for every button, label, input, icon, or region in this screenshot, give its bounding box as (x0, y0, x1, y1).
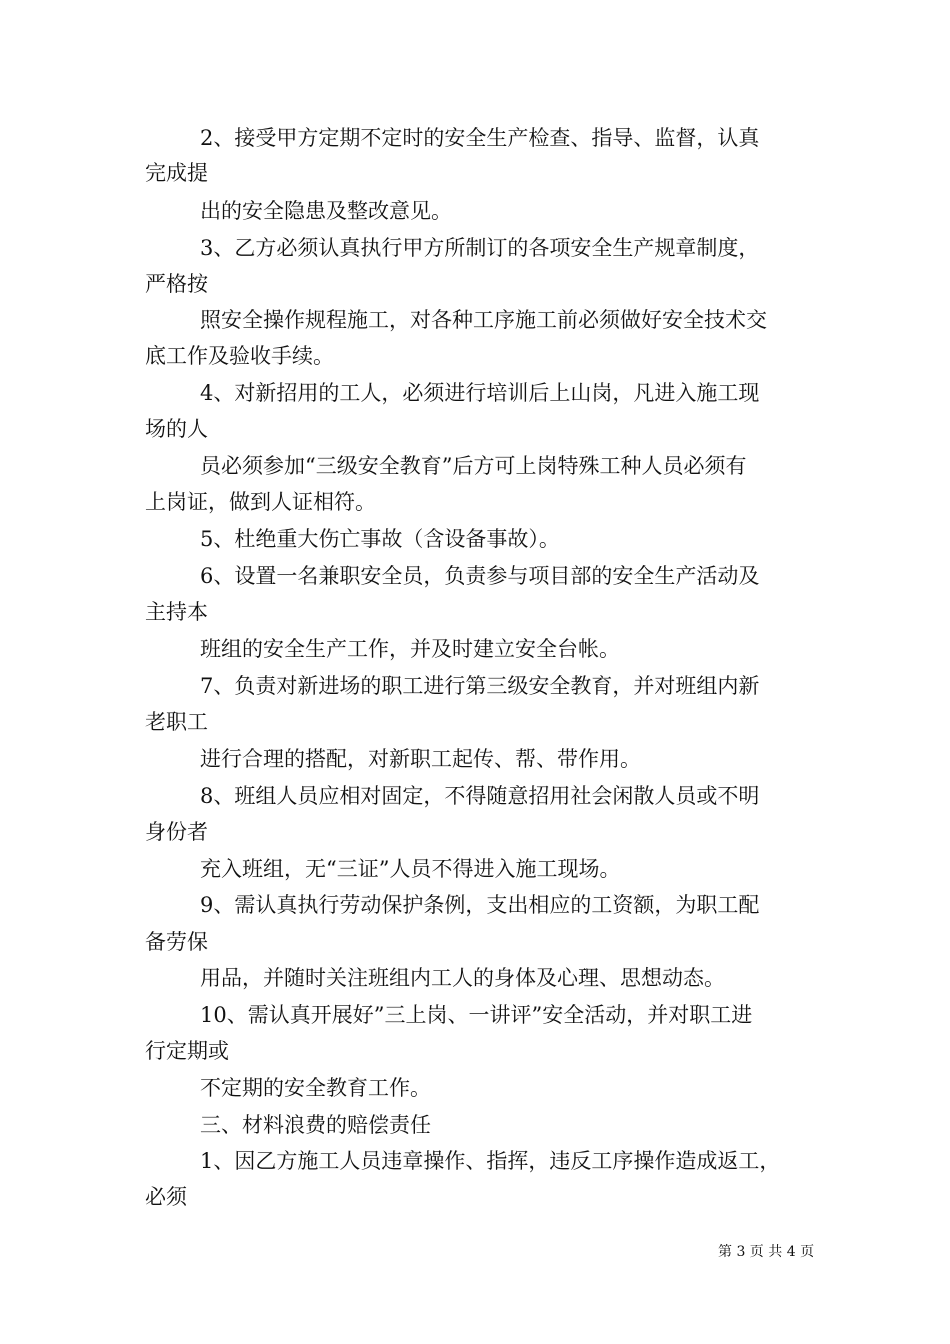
text-line: 9、需认真执行劳动保护条例，支出相应的工资额，为职工配 (200, 893, 760, 917)
text-line: 老职工 (145, 710, 208, 734)
text-line: 场的人 (145, 417, 208, 441)
text-line: 行定期或 (145, 1039, 229, 1063)
page-number: 第 3 页 共 4 页 (718, 1244, 815, 1260)
text-line: 3、乙方必须认真执行甲方所制订的各项安全生产规章制度， (200, 236, 760, 260)
text-line: 主持本 (145, 600, 208, 624)
text-line: 上岗证，做到人证相符。 (145, 490, 376, 514)
text-line: 备劳保 (145, 930, 208, 954)
text-line: 员必须参加“三级安全教育”后方可上岗特殊工种人员必须有 (200, 454, 747, 478)
text-line: 8、班组人员应相对固定，不得随意招用社会闲散人员或不明 (200, 784, 760, 808)
text-line: 1、因乙方施工人员违章操作、指挥，违反工序操作造成返工， (200, 1149, 781, 1173)
text-line: 5、杜绝重大伤亡事故（含设备事故）。 (200, 527, 560, 551)
text-line: 必须 (145, 1185, 187, 1209)
text-line: 不定期的安全教育工作。 (200, 1076, 431, 1100)
text-line: 进行合理的搭配，对新职工起传、帮、带作用。 (200, 747, 641, 771)
text-line: 出的安全隐患及整改意见。 (200, 199, 452, 223)
text-line: 10、需认真开展好”三上岗、一讲评”安全活动，并对职工进 (200, 1003, 753, 1027)
section-heading: 三、材料浪费的赔偿责任 (200, 1113, 431, 1137)
text-line: 照安全操作规程施工，对各种工序施工前必须做好安全技术交 (200, 308, 767, 332)
text-line: 充入班组，无“三证”人员不得进入施工现场。 (200, 857, 621, 881)
text-line: 4、对新招用的工人，必须进行培训后上山岗，凡进入施工现 (200, 381, 760, 405)
text-line: 班组的安全生产工作，并及时建立安全台帐。 (200, 637, 620, 661)
text-line: 严格按 (145, 272, 208, 296)
text-line: 底工作及验收手续。 (145, 344, 334, 368)
text-line: 用品，并随时关注班组内工人的身体及心理、思想动态。 (200, 966, 725, 990)
text-line: 身份者 (145, 820, 208, 844)
text-line: 2、接受甲方定期不定时的安全生产检查、指导、监督，认真 (200, 126, 760, 150)
text-line: 6、设置一名兼职安全员，负责参与项目部的安全生产活动及 (200, 564, 760, 588)
text-line: 完成提 (145, 161, 208, 185)
text-line: 7、负责对新进场的职工进行第三级安全教育，并对班组内新 (200, 674, 760, 698)
